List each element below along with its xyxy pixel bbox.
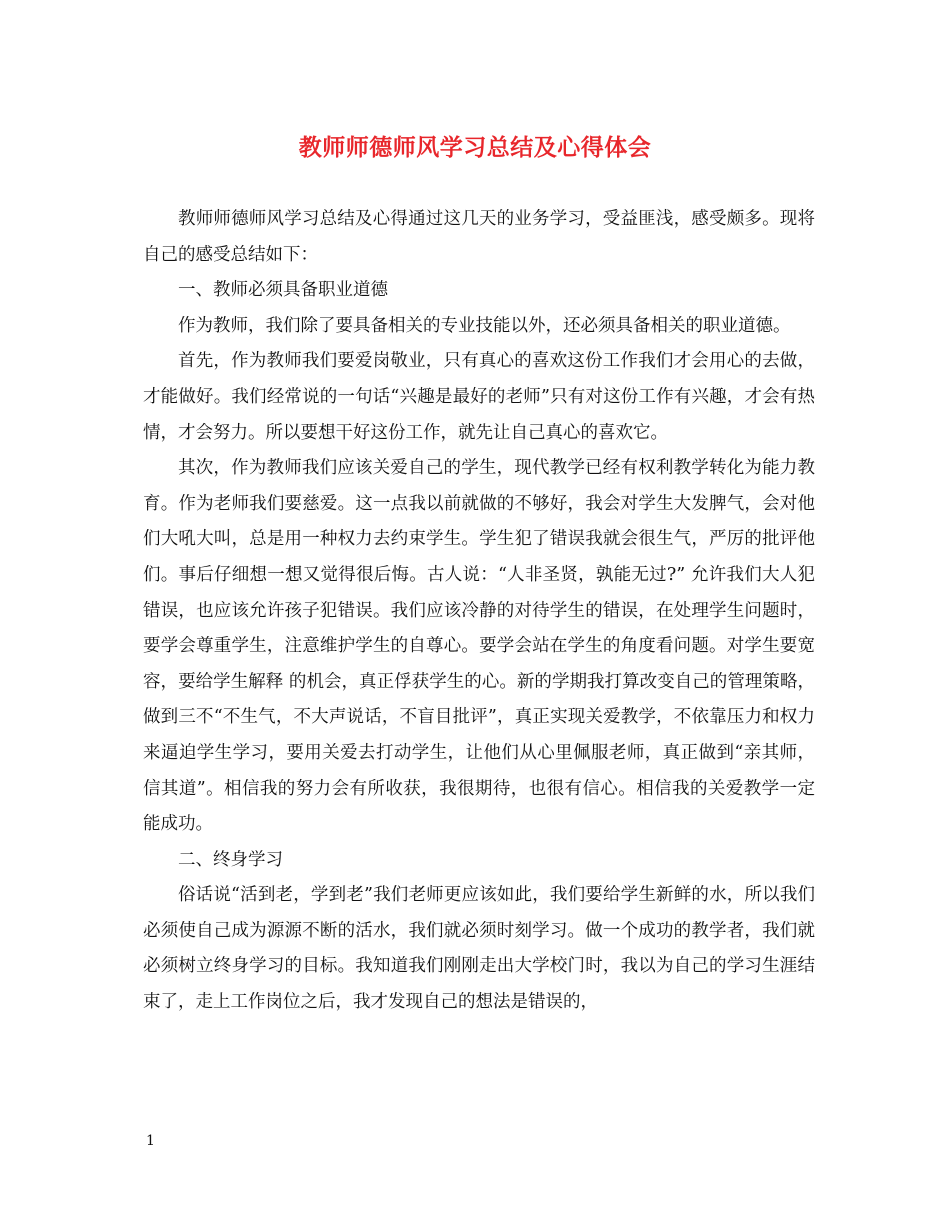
paragraph-lifelong-learning: 俗话说“活到老，学到老”我们老师更应该如此，我们要给学生新鲜的水，所以我们必须使自己成为源源不断的活水，我们就必须时刻学习。做一个成功的教学者，我们就必须树立终身学习的目标。我知道我们刚刚走出大学校门时，我以为自己的学习生涯结束了，走上工作岗位之后，我才发现自己的想法是错误的， [143, 885, 815, 1013]
section-heading-lifelong-learning: 二、终身学习 [178, 849, 283, 870]
paragraph-care-for-students: 其次，作为教师我们应该关爱自己的学生，现代教学已经有权利教学转化为能力教育。作为老师我们要慈爱。这一点我以前就做的不够好，我会对学生大发脾气，会对他们大吼大叫，总是用一种权力去约束学生。学生犯了错误我就会很生气，严厉的批评他们。事后仔细想一想又觉得很后悔。古人说：“人非圣贤，孰能无过?” 允许我们大人犯错误，也应该允许孩子犯错误。我们应该冷静的对待学生的错误，在处理学生问题时，要学会尊重学生，注意维护学生的自尊心。要学会站在学生的角度看问题。对学生要宽容，要给学生解释 的机会，真正俘获学生的心。新的学期我打算改变自己的管理策略，做到三不“不生气，不大声说话，不盲目批评”，真正实现关爱教学，不依靠压力和权力来逼迫学生学习，要用关爱去打动学生，让他们从心里佩服老师，真正做到“亲其师，信其道”。相信我的努力会有所收获，我很期待，也很有信心。相信我的关爱教学一定能成功。 [143, 458, 815, 835]
section-heading-professional-ethics: 一、教师必须具备职业道德 [178, 280, 388, 301]
document-title: 教师师德师风学习总结及心得体会 [298, 134, 652, 161]
intro-paragraph: 教师师德师风学习总结及心得通过这几天的业务学习，受益匪浅，感受颇多。现将自己的感受总结如下： [143, 209, 815, 265]
page-number: 1 [146, 1133, 155, 1149]
document-body [143, 202, 815, 1021]
paragraph-professional-ethics: 作为教师，我们除了要具备相关的专业技能以外，还必须具备相关的职业道德。 [178, 315, 791, 336]
paragraph-love-the-job: 首先，作为教师我们要爱岗敬业，只有真心的喜欢这份工作我们才会用心的去做，才能做好。我们经常说的一句话“兴趣是最好的老师”只有对这份工作有兴趣，才会有热情，才会努力。所以要想干好这份工作，就先让自己真心的喜欢它。 [143, 351, 815, 443]
